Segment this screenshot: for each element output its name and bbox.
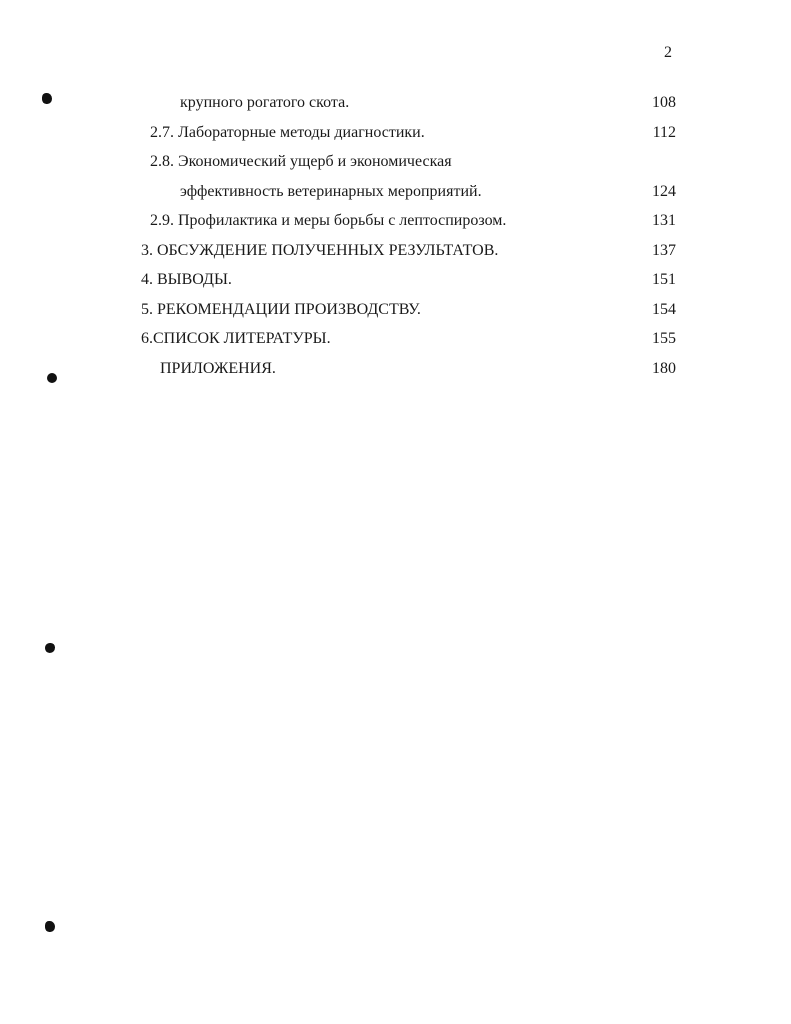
toc-entry-page: 124 [652,182,676,200]
toc-entry [0,118,791,148]
toc-entry-title: 2.7. Лабораторные методы диагностики. [150,123,425,141]
toc-entry-page: 154 [652,300,676,318]
toc-entry [0,88,791,118]
page-number: 2 [664,44,672,61]
toc-entry-page: 151 [652,271,676,288]
punch-hole-mark [45,921,55,932]
punch-hole-mark [45,643,55,653]
toc-entry-title: 4. ВЫВОДЫ. [141,271,232,288]
toc-entry-title: 3. ОБСУЖДЕНИЕ ПОЛУЧЕННЫХ РЕЗУЛЬТАТОВ. [141,241,499,259]
toc-entry [0,177,791,207]
toc-entry [0,354,791,384]
toc-entry-title: крупного рогатого скота. [180,94,350,111]
toc-entry-page: 137 [652,241,676,259]
toc-entry [0,147,791,177]
punch-hole-mark [47,373,57,383]
toc-entry [0,265,791,295]
toc-entry [0,324,791,354]
toc-entry [0,295,791,325]
table-of-contents [0,88,791,383]
toc-entry-title: 2.8. Экономический ущерб и экономическая [150,153,452,170]
toc-entry [0,236,791,266]
toc-entry-title: 2.9. Профилактика и меры борьбы с лептоспирозом. [150,212,507,229]
toc-entry-page: 155 [652,330,676,347]
toc-entry-title: 6.СПИСОК ЛИТЕРАТУРЫ. [141,330,331,347]
toc-entry [0,206,791,236]
toc-entry-title: ПРИЛОЖЕНИЯ. [160,359,276,377]
toc-entry-page: 180 [652,359,676,377]
toc-entry-page: 112 [652,123,676,141]
toc-entry-page: 131 [652,212,676,229]
toc-entry-title: эффективность ветеринарных мероприятий. [180,182,482,200]
toc-entry-page: 108 [652,94,676,111]
punch-hole-mark [42,93,52,104]
toc-entry-title: 5. РЕКОМЕНДАЦИИ ПРОИЗВОДСТВУ. [141,300,421,318]
